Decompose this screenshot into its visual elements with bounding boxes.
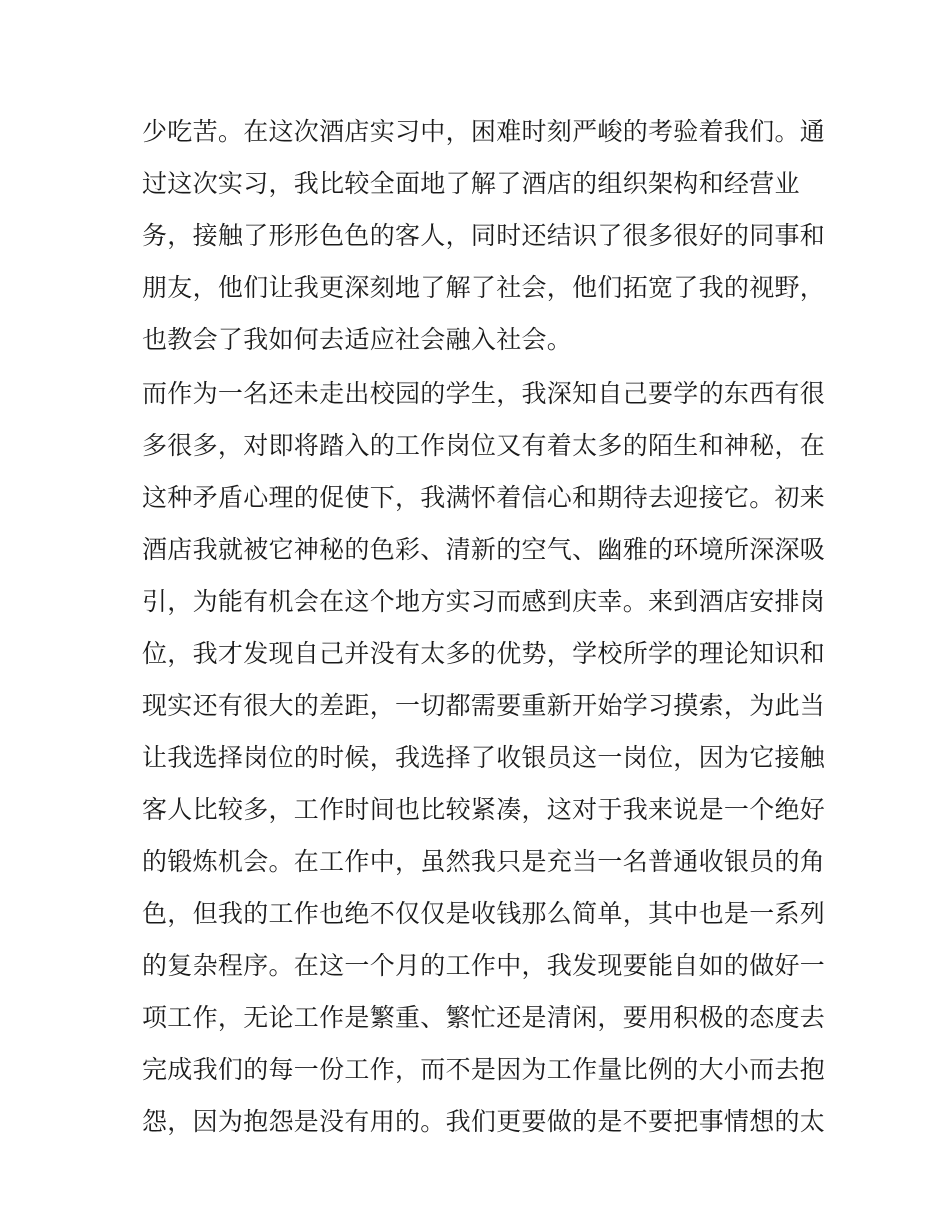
text-line: 过这次实习，我比较全面地了解了酒店的组织架构和经营业 [142,169,800,198]
text-line: 朋友，他们让我更深刻地了解了社会，他们拓宽了我的视野， [142,273,826,302]
text-line: 完成我们的每一份工作，而不是因为工作量比例的大小而去抱 [142,1055,826,1084]
text-line: 而作为一名还未走出校园的学生，我深知自己要学的东西有很 [142,379,826,408]
text-line: 引，为能有机会在这个地方实习而感到庆幸。来到酒店安排岗 [142,587,826,616]
text-line: 多很多，对即将踏入的工作岗位又有着太多的陌生和神秘，在 [142,431,826,460]
text-line: 务，接触了形形色色的客人，同时还结识了很多很好的同事和 [142,221,826,250]
document-body [142,106,826,1148]
text-line: 这种矛盾心理的促使下，我满怀着信心和期待去迎接它。初来 [142,483,826,512]
text-line: 客人比较多，工作时间也比较紧凑，这对于我来说是一个绝好 [142,795,826,824]
text-line: 现实还有很大的差距，一切都需要重新开始学习摸索，为此当 [142,691,826,720]
text-line: 少吃苦。在这次酒店实习中，困难时刻严峻的考验着我们。通 [142,117,826,146]
text-line: 色，但我的工作也绝不仅仅是收钱那么简单，其中也是一系列 [142,899,826,928]
text-line: 酒店我就被它神秘的色彩、清新的空气、幽雅的环境所深深吸 [142,535,826,564]
text-line: 项工作，无论工作是繁重、繁忙还是清闲，要用积极的态度去 [142,1003,826,1032]
text-line: 怨，因为抱怨是没有用的。我们更要做的是不要把事情想的太 [142,1107,826,1136]
text-line: 让我选择岗位的时候，我选择了收银员这一岗位，因为它接触 [142,743,826,772]
text-line: 也教会了我如何去适应社会融入社会。 [142,325,573,354]
text-line: 位，我才发现自己并没有太多的优势，学校所学的理论知识和 [142,639,826,668]
text-line: 的锻炼机会。在工作中，虽然我只是充当一名普通收银员的角 [142,847,826,876]
text-line: 的复杂程序。在这一个月的工作中，我发现要能自如的做好一 [142,951,826,980]
